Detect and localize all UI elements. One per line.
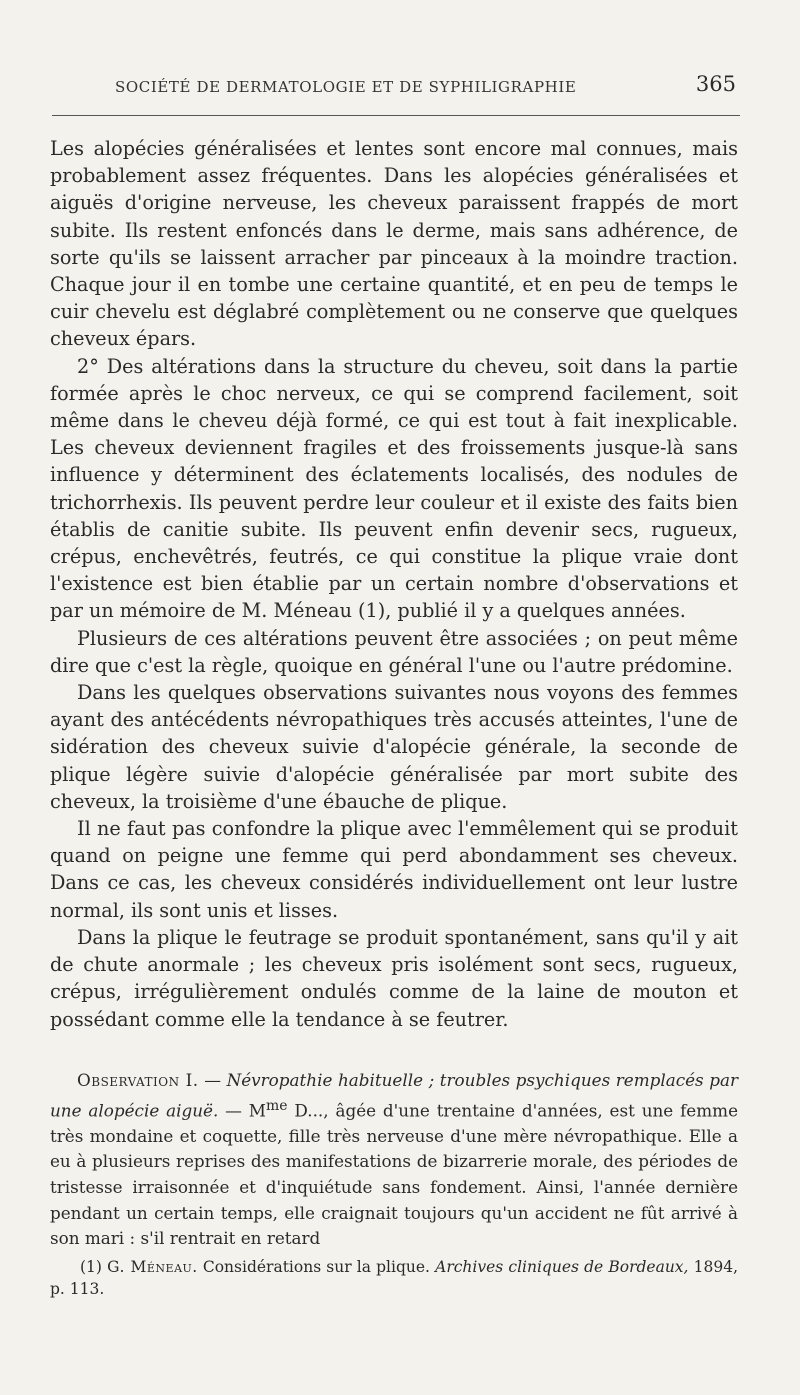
paragraph-3: Plusieurs de ces altérations peuvent être associées ; on peut même dire que c'est la règle, quoique en général l'une ou l'autre prédomine. bbox=[50, 626, 738, 677]
page-header bbox=[60, 72, 736, 102]
observation-dash: — bbox=[198, 1070, 227, 1090]
paragraph-1: Les alopécies généralisées et lentes sont encore mal connues, mais probablement assez fréquentes. Dans les alopécies généralisées et aiguës d'origine nerveuse, les cheveux paraissent frappés de mort subite. Ils restent enfoncés dans le derme, mais sans adhérence, de sorte qu'ils se laissent arracher par pinceaux à la moindre traction. Chaque jour il en tombe une certaine quantité, et en peu de temps le cuir chevelu est déglabré complètement ou ne conserve que quelques cheveux épars. bbox=[50, 137, 738, 351]
header-rule bbox=[52, 115, 740, 116]
paragraph-5: Il ne faut pas confondre la plique avec l'emmêlement qui se produit quand on peigne une femme qui perd abondamment ses cheveux. Dans ce cas, les cheveux considérés individuellement ont leur lustre normal, ils sont unis et lisses. bbox=[50, 817, 738, 922]
observation-paragraph bbox=[50, 1068, 738, 1252]
footnote-marker: (1) bbox=[80, 1258, 108, 1276]
paragraph-4: Dans les quelques observations suivantes nous voyons des femmes ayant des antécédents névropathiques très accusés atteintes, l'une de sidération des cheveux suivie d'alopécie générale, la seconde de plique légère suivie d'alopécie généralisée par mort subite des cheveux, la troisième d'une ébauche de plique. bbox=[50, 681, 738, 813]
observation-title: Névropathie habituelle ; troubles psychiques remplacés par une alopécie aiguë. bbox=[50, 1070, 739, 1121]
running-title: SOCIÉTÉ DE DERMATOLOGIE ET DE SYPHILIGRAPHIE bbox=[115, 78, 577, 96]
paragraph-6: Dans la plique le feutrage se produit spontanément, sans qu'il y ait de chute anormale ; les cheveux pris isolément sont secs, rugueux, crépus, irrégulièrement ondulés comme de la laine de mouton et possédant comme elle la tendance à se feutrer. bbox=[50, 925, 738, 1031]
body-text bbox=[50, 135, 738, 1033]
observation-superscript: me bbox=[266, 1097, 288, 1114]
page-number: 365 bbox=[695, 72, 736, 96]
footnote-author: G. Méneau. bbox=[107, 1258, 198, 1276]
footnote-journal: Archives cliniques de Bordeaux, bbox=[435, 1258, 689, 1276]
observation-text: D..., âgée d'une trentaine d'années, est une femme très mondaine et coquette, fille très nerveuse d'une mère névropathique. Elle a eu à plusieurs reprises des manifestations de bizarrerie morale, des périodes de tristesse irraisonnée et d'inquiétude sans fondement. Ainsi, l'année dernière pendant un certain temps, elle craignait toujours qu'un accident ne fût arrivé à son mari : s'il rentrait en retard bbox=[50, 1100, 738, 1249]
observation-section bbox=[50, 1068, 738, 1252]
observation-mid: — M bbox=[218, 1100, 266, 1121]
paragraph-2: 2° Des altérations dans la structure du cheveu, soit dans la partie formée après le choc nerveux, ce qui se comprend facilement, soit même dans le cheveu déjà formé, ce qui est tout à fait inexplicable. Les cheveux deviennent fragiles et des froissements jusque-là sans influence y déterminent des éclatements localisés, des nodules de trichorrhexis. Ils peuvent perdre leur couleur et il existe des faits bien établis de canitie subite. Ils peuvent enfin devenir secs, rugueux, crépus, enchevêtrés, feutrés, ce qui constitue la plique vraie dont l'existence est bien établie par un certain nombre d'observations et par un mémoire de M. Méneau (1), publié il y a quelques années. bbox=[50, 354, 738, 623]
footnote-paragraph bbox=[50, 1256, 738, 1300]
footnote bbox=[50, 1256, 738, 1300]
footnote-tail: 1894, p. 113. bbox=[50, 1258, 739, 1298]
observation-label: Observation I. bbox=[77, 1070, 199, 1090]
footnote-text: Considérations sur la plique. bbox=[197, 1258, 436, 1276]
